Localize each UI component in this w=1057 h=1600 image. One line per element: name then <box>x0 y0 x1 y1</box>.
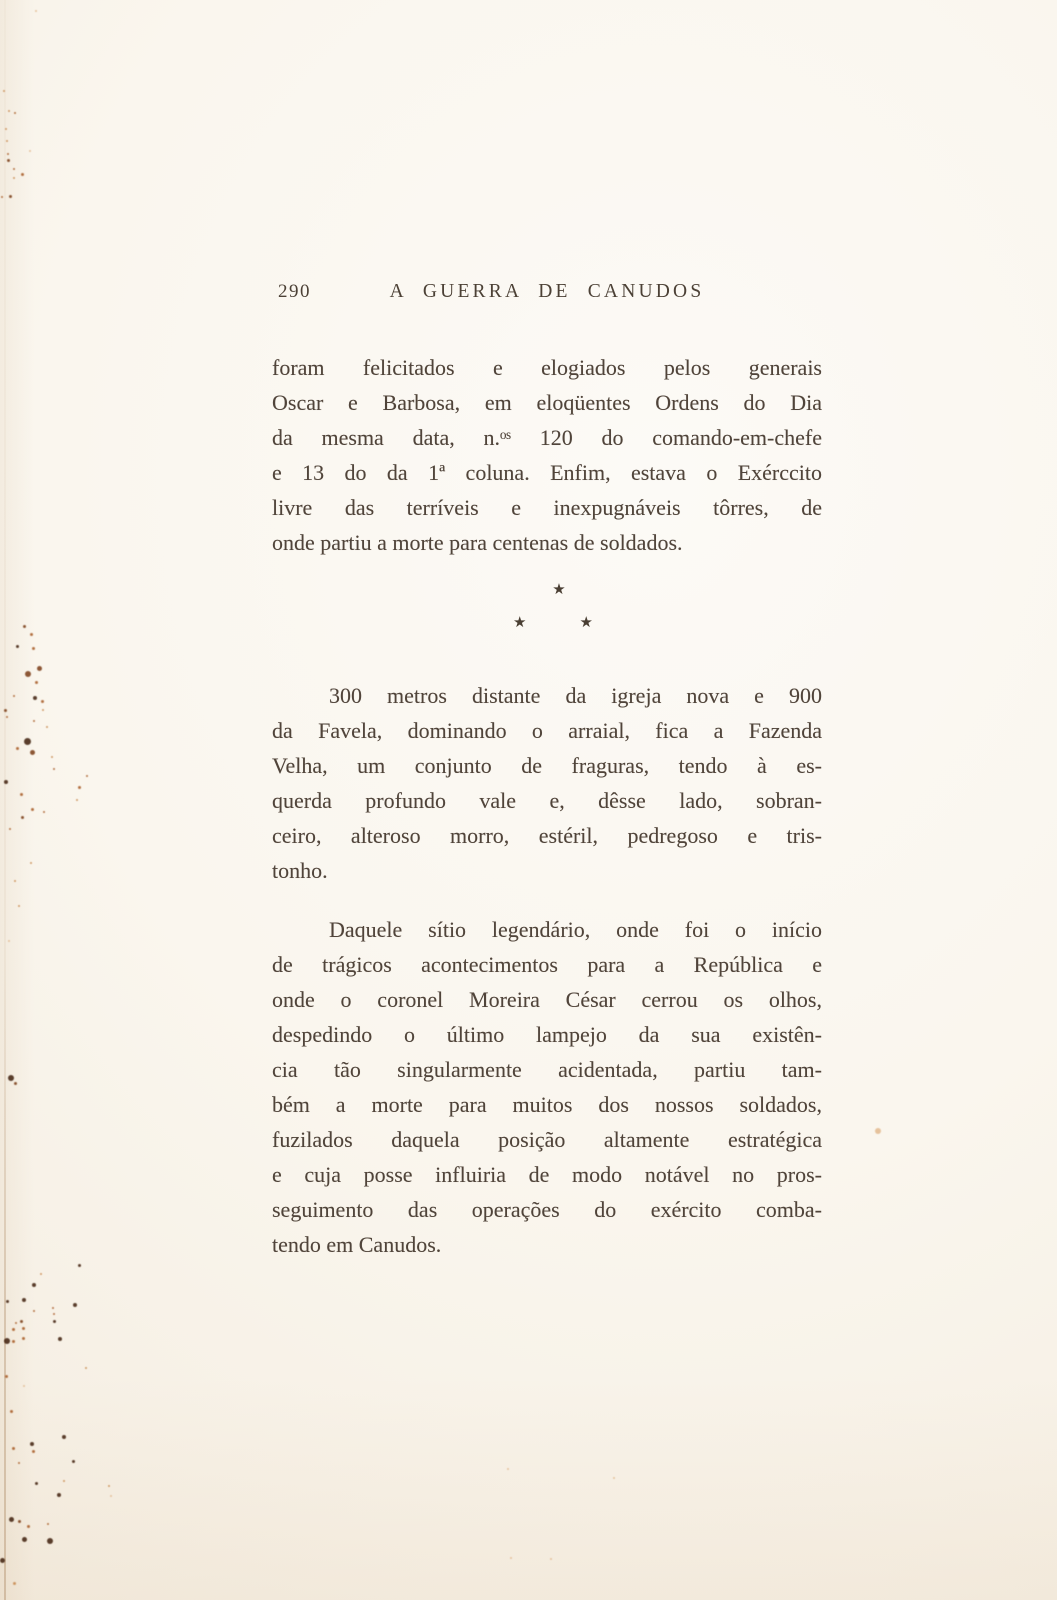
foxing-spot <box>13 1582 16 1585</box>
foxing-spot <box>13 177 15 179</box>
foxing-spot <box>51 756 53 758</box>
foxing-spot <box>53 768 55 770</box>
foxing-spot <box>8 940 10 942</box>
foxing-spot <box>53 1313 55 1315</box>
text-line: fuzilados daquela posição altamente estratégica <box>272 1127 822 1152</box>
foxing-spot <box>40 1273 42 1275</box>
foxing-spot <box>86 775 88 777</box>
text-line: tonho. <box>272 858 328 883</box>
foxing-spot <box>30 633 33 636</box>
text-line: bém a morte para muitos dos nossos soldados, <box>272 1092 822 1117</box>
star-icon: ★ <box>552 582 566 598</box>
star-icon: ★ <box>579 615 593 631</box>
foxing-spot <box>31 808 34 811</box>
text-line: Oscar e Barbosa, em eloqüentes Ordens do Dia <box>272 390 822 415</box>
foxing-spot <box>22 1327 25 1330</box>
foxing-spot <box>72 1460 75 1463</box>
foxing-spot <box>108 1485 110 1487</box>
text-line: 300 metros distante da igreja nova e 900 <box>329 683 822 708</box>
foxing-spot <box>1 196 3 198</box>
page-edge-line <box>4 0 6 1600</box>
foxing-spot <box>46 726 48 728</box>
foxing-spot <box>9 1517 14 1522</box>
foxing-spot <box>16 645 19 648</box>
foxing-spot <box>47 1538 53 1544</box>
foxing-spot <box>32 647 35 650</box>
foxing-spot <box>22 1298 26 1302</box>
text-line: ceiro, alteroso morro, estéril, pedregoso e tris- <box>272 823 822 848</box>
page-number: 290 <box>278 281 311 302</box>
foxing-spot <box>43 811 45 813</box>
text-line: livre das terríveis e inexpugnáveis tôrres, de <box>272 495 822 520</box>
foxing-spot <box>18 905 20 907</box>
foxing-spot <box>8 1075 14 1081</box>
text-line: e 13 do da 1ª coluna. Enfim, estava o Exérccito <box>272 460 822 485</box>
foxing-spot <box>52 1307 54 1309</box>
foxing-spot <box>30 750 35 755</box>
foxing-spot <box>510 1557 512 1559</box>
foxing-spot <box>7 159 10 162</box>
foxing-spot <box>47 1523 49 1525</box>
foxing-spot <box>6 140 8 142</box>
foxing-spot <box>35 1482 38 1485</box>
foxing-spot <box>13 168 15 170</box>
paragraph-2 <box>272 678 822 888</box>
foxing-spot <box>8 110 10 112</box>
foxing-spot <box>57 1493 61 1497</box>
running-title: A GUERRA DE CANUDOS <box>389 281 705 302</box>
text-line: de trágicos acontecimentos para a República e <box>272 952 822 977</box>
foxing-spot <box>12 1340 15 1343</box>
foxing-spot <box>12 1328 15 1331</box>
foxing-spot <box>7 153 9 155</box>
foxing-spot <box>85 1367 87 1369</box>
star-icon: ★ <box>513 615 527 631</box>
text-line: onde o coronel Moreira César cerrou os olhos, <box>272 987 822 1012</box>
paragraph-1 <box>272 350 822 560</box>
text-line: onde partiu a morte para centenas de soldados. <box>272 530 683 555</box>
foxing-spot <box>33 1310 35 1312</box>
foxing-spot <box>41 700 44 703</box>
foxing-spot <box>73 1303 77 1307</box>
foxing-spot <box>10 1410 13 1413</box>
foxing-spot <box>27 1525 30 1528</box>
foxing-spot <box>14 112 16 114</box>
foxing-spot <box>15 1322 17 1324</box>
text-line: da mesma data, n.ᵒˢ 120 do comando-em-chefe <box>272 425 822 450</box>
foxing-spot <box>550 1558 552 1560</box>
text-line: cia tão singularmente acidentada, partiu tam- <box>272 1057 822 1082</box>
foxing-spot <box>23 1385 25 1387</box>
asterisk-separator-bottom <box>278 613 828 632</box>
foxing-spot <box>23 625 26 628</box>
text-line: seguimento das operações do exército comba- <box>272 1197 822 1222</box>
page-header <box>272 281 822 309</box>
foxing-spot <box>14 880 16 882</box>
foxing-spot <box>58 1337 62 1341</box>
text-line: querda profundo vale e, dêsse lado, sobran- <box>272 788 822 813</box>
foxing-spot <box>6 716 8 718</box>
asterisk-separator-top <box>284 580 834 599</box>
foxing-spot <box>16 747 19 750</box>
text-line: despedindo o último lampejo da sua existên- <box>272 1022 822 1047</box>
foxing-spot <box>110 1495 112 1497</box>
foxing-spot <box>78 1264 81 1267</box>
foxing-spot <box>875 1128 881 1134</box>
foxing-spot <box>9 195 12 198</box>
foxing-spot <box>20 793 23 796</box>
foxing-spot <box>37 666 42 671</box>
foxing-spot <box>18 1520 21 1523</box>
text-line: Velha, um conjunto de fraguras, tendo à es- <box>272 753 822 778</box>
foxing-spot <box>9 828 11 830</box>
foxing-spot <box>6 1300 9 1303</box>
foxing-spot <box>21 816 24 819</box>
foxing-spot <box>53 1320 56 1323</box>
text-line: tendo em Canudos. <box>272 1232 442 1257</box>
foxing-spot <box>33 696 37 700</box>
foxing-spot <box>12 1447 15 1450</box>
paragraph-3 <box>272 912 822 1262</box>
text-line: foram felicitados e elogiados pelos generais <box>272 355 822 380</box>
foxing-spot <box>76 799 78 801</box>
foxing-spot <box>42 709 44 711</box>
foxing-spot <box>22 1537 27 1542</box>
foxing-spot <box>613 1477 615 1479</box>
foxing-spot <box>35 681 38 684</box>
foxing-spot <box>32 1283 36 1287</box>
foxing-spot <box>22 1337 25 1340</box>
foxing-spot <box>21 173 24 176</box>
foxing-spot <box>20 1320 23 1323</box>
text-line: da Favela, dominando o arraial, fica a Fazenda <box>272 718 822 743</box>
foxing-spot <box>30 862 32 864</box>
foxing-spot <box>507 1468 509 1470</box>
foxing-spot <box>30 1442 34 1446</box>
text-line: e cuja posse influiria de modo notável no pros- <box>272 1162 822 1187</box>
foxing-spot <box>14 1082 17 1085</box>
foxing-spot <box>13 695 15 697</box>
foxing-spot <box>35 10 37 12</box>
foxing-spot <box>25 671 31 677</box>
foxing-spot <box>18 1462 20 1464</box>
foxing-spot <box>63 1480 65 1482</box>
foxing-spot <box>29 150 31 152</box>
foxing-spot <box>62 1435 66 1439</box>
foxing-spot <box>33 720 35 722</box>
foxing-spot <box>32 1450 35 1453</box>
foxing-spot <box>24 738 31 745</box>
foxing-spot <box>78 786 81 789</box>
text-line: Daquele sítio legendário, onde foi o início <box>329 917 822 942</box>
